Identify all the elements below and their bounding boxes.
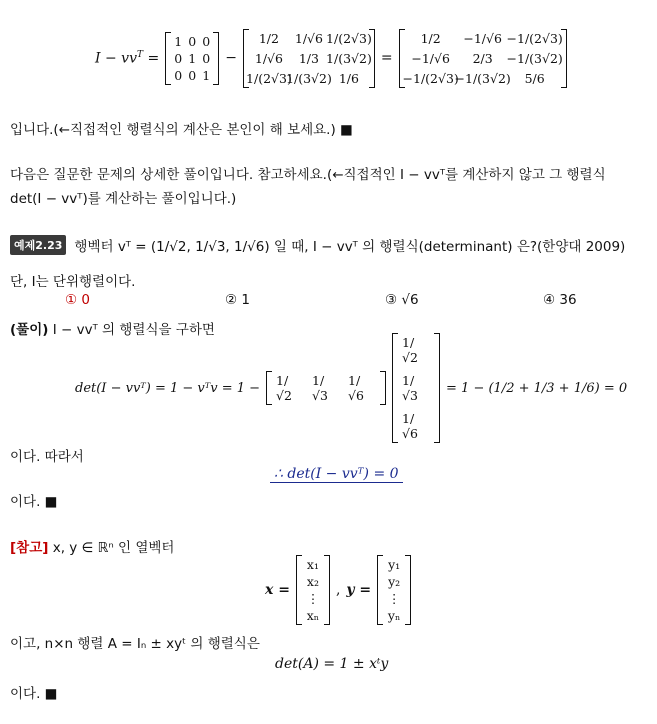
column-vector-entry: 1/√2 [402,335,418,365]
solution-intro [10,318,215,338]
matrix-cell: −1/(3√2) [506,50,563,66]
matrix-cell: −1/√6 [411,50,450,66]
matrix-cell: 2/3 [472,50,493,66]
y-symbol: y = [346,582,372,598]
matrix-cell: 0 [202,50,211,66]
note-text: x, y ∈ ℝⁿ 인 열벡터 [52,540,175,556]
note-intro [10,536,174,556]
matrix-cell: 0 [188,67,197,83]
eq-left: det(I − vvᵀ) = 1 − vᵀv = 1 − [75,380,261,396]
row-vector-entry: 1/√6 [348,373,364,403]
row-vector [266,371,386,405]
vectors-xy: x = x₁ x₂ ⋮ xₙ , y = y₁ y₂ ⋮ yₙ [265,555,411,625]
choice-1: ① 0 [65,292,90,308]
matrix-cell: 0 [174,67,183,83]
line-2b: det(I − vvᵀ)를 계산하는 풀이입니다.) [10,191,237,207]
y-entry: y₂ [388,574,401,589]
column-vector [392,333,440,443]
column-vector-entry: 1/√6 [402,411,418,441]
x-symbol: x = [265,582,290,598]
matrix-cell: 1/2 [258,30,279,46]
matrix-cell: 0 [188,33,197,49]
example-badge: 예제2.23 [10,235,66,255]
matrix-cell: −1/(2√3) [506,30,563,46]
outer-product-matrix [243,29,375,88]
matrix-cell: 1/(2√3) [246,70,292,86]
choice-2: ② 1 [225,292,250,308]
matrix-cell: 1/6 [338,70,359,86]
solution-label: (풀이) [10,322,49,338]
line-1: 입니다.(←직접적인 행렬식의 계산은 본인이 해 보세요.) ■ [10,122,353,138]
matrix-cell: 1 [202,67,211,83]
matrix-cell: 1 [174,33,183,49]
y-entry: y₁ [388,557,401,572]
x-entry: x₁ [306,557,319,572]
matrix-cell: 0 [202,33,211,49]
identity-matrix [165,32,219,85]
solution-end: 이다. ■ [10,494,58,510]
choice-4: ④ 36 [543,292,577,308]
equation-outer-product: $I - vv^T$ = 1 0 0 0 1 0 0 0 1 − 1/2 1/√6 1/(2√3) 1/√6 1/3 1/(3√2) 1/(2√3) 1/(3√2) 1/6 = 1/2 −1/√6 −1/(2√3) −1/√6 2/3 −1/(3√2) −1/(2√3) −1/(3√2) 5/6 [95,6,567,110]
choice-3: ③ √6 [385,292,419,308]
x-entry: x₂ [306,574,319,589]
y-entry: yₙ [387,608,401,623]
result-matrix [399,29,567,88]
matrix-cell: −1/√6 [463,30,502,46]
note-label: [참고] [10,540,49,556]
row-vector-entry: 1/√2 [276,373,292,403]
matrix-cell: 1/√6 [254,50,283,66]
y-vector [377,555,411,625]
matrix-cell: 1/(2√3) [326,30,372,46]
column-vector-entry: 1/√3 [402,373,418,403]
line-2a: 다음은 질문한 문제의 상세한 풀이입니다. 참고하세요.(←직접적인 I − vvᵀ를 계산하지 않고 그 행렬식 [10,167,606,183]
eq1-lhs: $I - vv^T$ = [95,49,160,67]
matrix-cell: 1 [188,50,197,66]
y-entry: ⋮ [387,591,401,606]
matrix-cell: −1/(2√3) [402,70,459,86]
eq-right: = 1 − (1/2 + 1/3 + 1/6) = 0 [446,380,628,396]
note-end: 이다. ■ [10,686,58,702]
therefore-line: ∴ det(I − vvᵀ) = 0 [270,466,403,483]
matrix-cell: 1/2 [420,30,441,46]
x-entry: ⋮ [306,591,320,606]
matrix-cell: 1/(3√2) [286,70,332,86]
x-entry: xₙ [306,608,320,623]
example-text: 행벡터 vᵀ = (1/√2, 1/√3, 1/√6) 일 때, I − vvᵀ 의 행렬식(determinant) 은?(한양대 2009) [74,239,626,255]
matrix-cell: 1/3 [298,50,319,66]
matrix-cell: −1/(3√2) [454,70,511,86]
note-text-2: 이고, n×n 행렬 A = Iₙ ± xyᵗ 의 행렬식은 [10,636,260,652]
matrix-cell: 1/√6 [294,30,323,46]
example-note: 단, I는 단위행렬이다. [10,274,136,290]
x-vector [296,555,330,625]
row-vector-entry: 1/√3 [312,373,328,403]
matrix-cell: 1/(3√2) [326,50,372,66]
example-header [10,235,625,255]
matrix-cell: 5/6 [524,70,545,86]
solution-equation [75,335,628,441]
matrix-cell: 0 [174,50,183,66]
note-formula: det(A) = 1 ± xᵗy [275,656,389,672]
therefore-intro: 이다. 따라서 [10,449,84,465]
solution-intro-text: I − vvᵀ 의 행렬식을 구하면 [52,322,215,338]
